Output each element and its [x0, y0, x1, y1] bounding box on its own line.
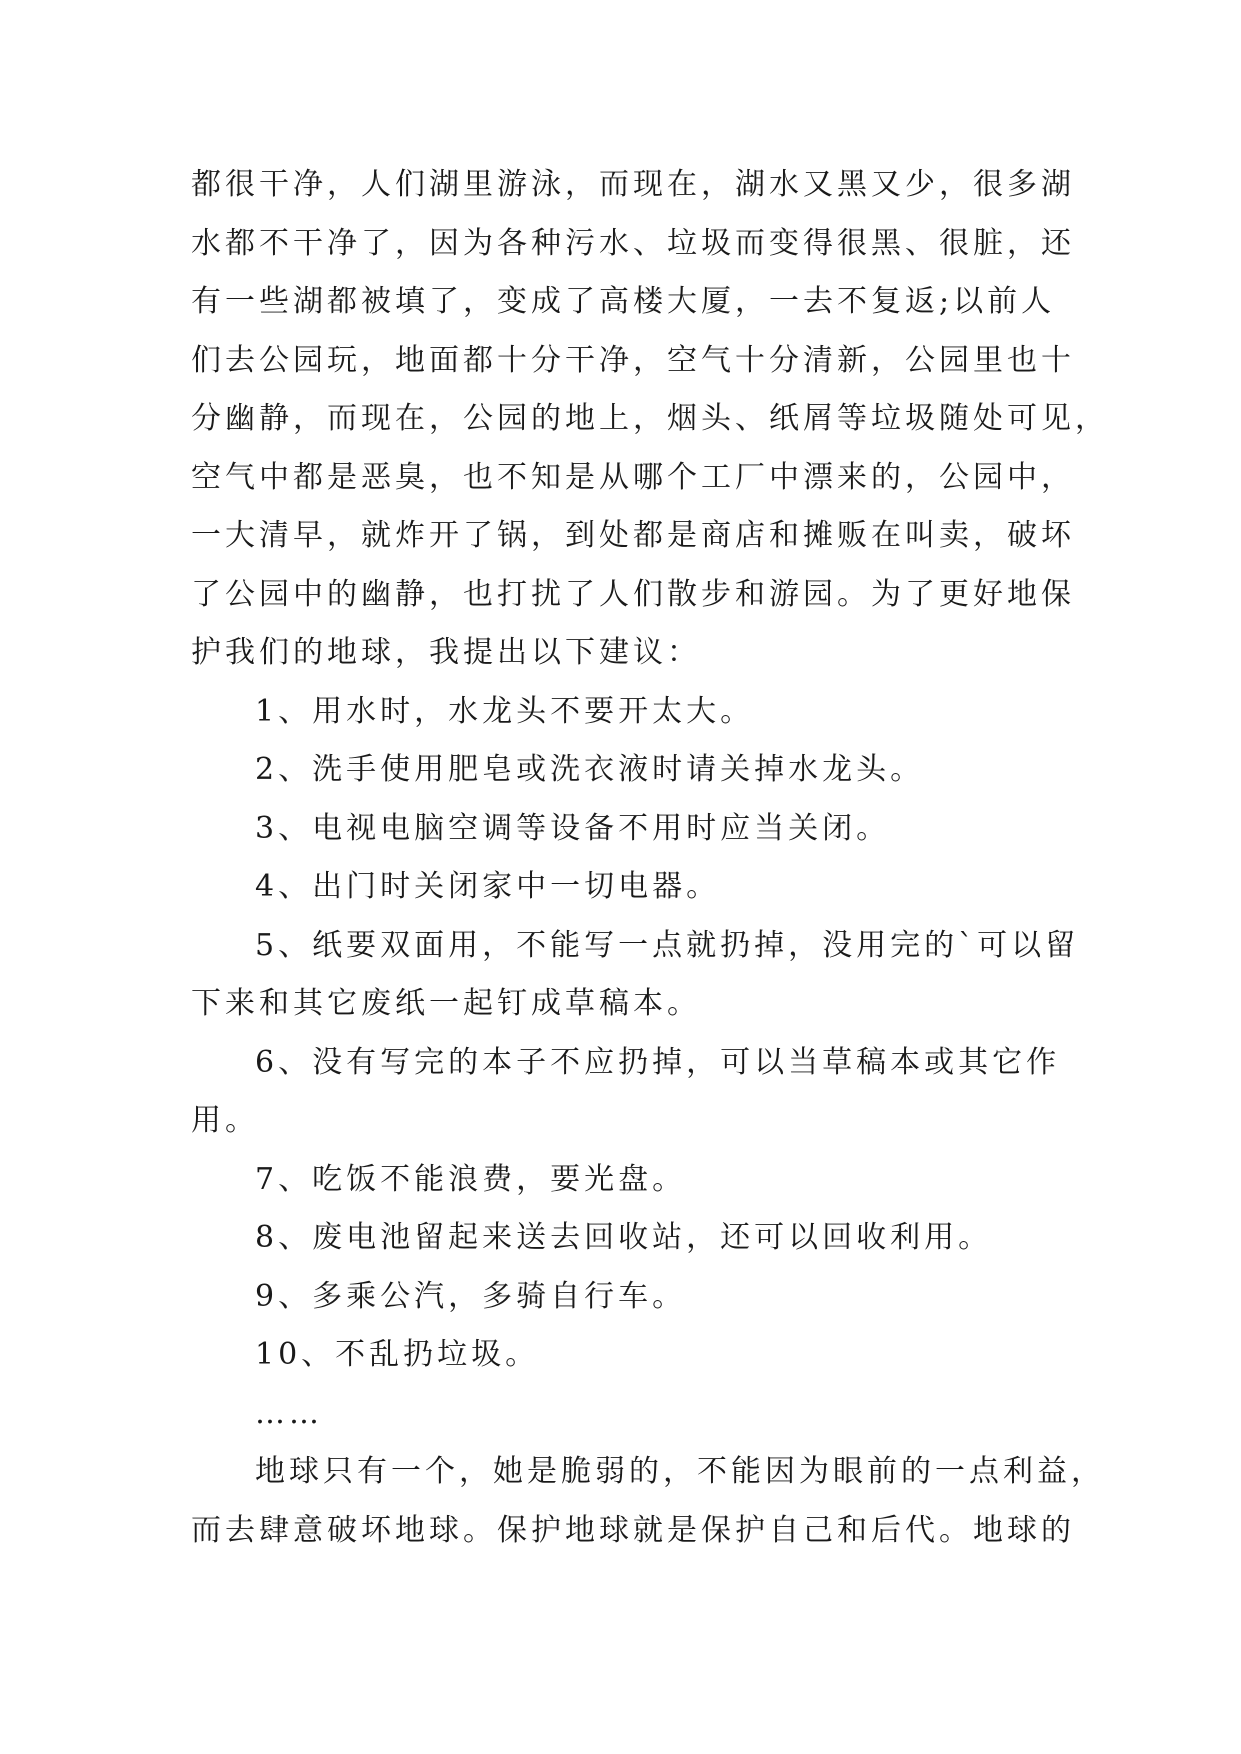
document-body: [191, 156, 1109, 1560]
suggestion-list: [191, 683, 1080, 1444]
text-line: 水都不干净了，因为各种污水、垃圾而变得很黑、很脏，还: [191, 225, 1075, 261]
suggestion-item: 2、洗手使用肥皂或洗衣液时请关掉水龙头。: [255, 752, 925, 787]
text-line: 一大清早，就炸开了锅，到处都是商店和摊贩在叫卖，破坏: [191, 518, 1075, 553]
suggestion-item: 6、没有写完的本子不应扔掉，可以当草稿本或其它作: [255, 1044, 1061, 1080]
text-line: 有一些湖都被填了，变成了高楼大厦，一去不复返;以前人: [191, 284, 1056, 319]
ellipsis: ……: [255, 1395, 323, 1431]
text-line: 而去肆意破坏地球。保护地球就是保护自己和后代。地球的: [191, 1512, 1075, 1548]
suggestion-item: 4、出门时关闭家中一切电器。: [255, 869, 721, 904]
suggestion-item: 10、不乱扔垃圾。: [255, 1337, 540, 1372]
text-line: 了公园中的幽静，也打扰了人们散步和游园。为了更好地保: [191, 576, 1075, 612]
text-line: 分幽静，而现在，公园的地上，烟头、纸屑等垃圾随处可见，: [191, 401, 1109, 436]
suggestion-item: 5、纸要双面用，不能写一点就扔掉，没用完的`可以留: [255, 927, 1080, 963]
suggestion-item: 1、用水时，水龙头不要开太大。: [255, 693, 755, 729]
suggestion-item-continuation: 用。: [191, 1103, 259, 1138]
suggestion-item-continuation: 下来和其它废纸一起钉成草稿本。: [191, 986, 701, 1021]
suggestion-item: 3、电视电脑空调等设备不用时应当关闭。: [255, 810, 891, 846]
intro-paragraph: [191, 156, 1109, 683]
text-line: 空气中都是恶臭，也不知是从哪个工厂中漂来的，公园中，: [191, 459, 1075, 495]
text-line: 们去公园玩，地面都十分干净，空气十分清新，公园里也十: [191, 342, 1075, 378]
suggestion-item: 7、吃饭不能浪费，要光盘。: [255, 1161, 687, 1197]
suggestion-item: 8、废电池留起来送去回收站，还可以回收利用。: [255, 1220, 993, 1255]
suggestion-item: 9、多乘公汽，多骑自行车。: [255, 1278, 687, 1314]
text-line: 护我们的地球，我提出以下建议：: [191, 635, 701, 670]
text-line: 地球只有一个，她是脆弱的，不能因为眼前的一点利益，: [255, 1454, 1105, 1489]
conclusion-paragraph: [191, 1443, 1105, 1560]
text-line: 都很干净，人们湖里游泳，而现在，湖水又黑又少，很多湖: [191, 167, 1075, 202]
